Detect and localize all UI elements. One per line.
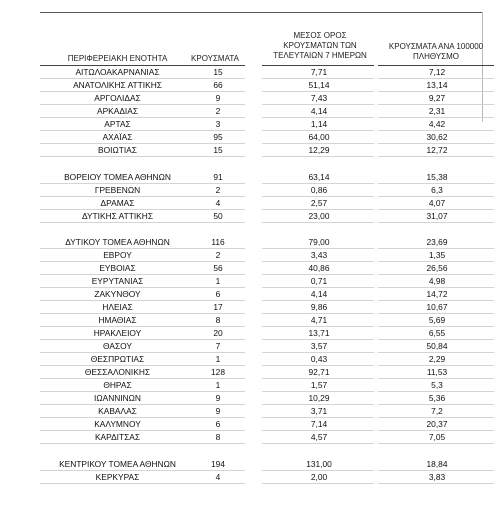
- header-per-line1: ΚΡΟΥΣΜΑΤΑ ΑΝΑ 100000: [388, 42, 484, 51]
- mean-7day-cell: 3,43: [310, 250, 328, 260]
- mean-7day-cell: 2,57: [310, 198, 328, 208]
- mean-7day-cell: 2,00: [310, 472, 328, 482]
- region-cell: ΚΑΡΔΙΤΣΑΣ: [94, 432, 141, 442]
- per-100000-cell: 20,37: [426, 419, 448, 429]
- mean-7day-cell: 4,14: [310, 106, 328, 116]
- top-rule: [40, 12, 482, 13]
- cases-cell: 1: [215, 354, 221, 364]
- cases-cell: 20: [213, 328, 223, 338]
- row-divider: [378, 222, 494, 223]
- mean-7day-cell: 7,14: [310, 419, 328, 429]
- mean-7day-cell: 10,29: [308, 393, 330, 403]
- row-divider: [190, 222, 245, 223]
- region-cell: ΘΑΣΟΥ: [103, 341, 132, 351]
- region-cell: ΕΒΡΟΥ: [103, 250, 132, 260]
- cases-cell: 6: [215, 419, 221, 429]
- per-100000-cell: 15,38: [426, 172, 448, 182]
- table-row: [0, 210, 496, 223]
- per-100000-cell: 9,27: [428, 93, 446, 103]
- cases-cell: 2: [215, 106, 221, 116]
- mean-7day-cell: 63,14: [308, 172, 330, 182]
- mean-7day-cell: 40,86: [308, 263, 330, 273]
- row-divider: [262, 483, 374, 484]
- table-row: [0, 118, 496, 131]
- region-cell: ΘΕΣΠΡΩΤΙΑΣ: [90, 354, 145, 364]
- region-cell: ΔΥΤΙΚΗΣ ΑΤΤΙΚΗΣ: [81, 211, 153, 221]
- header-mean-line1: ΜΕΣΟΣ ΟΡΟΣ: [293, 31, 347, 40]
- table-row: [0, 249, 496, 262]
- table-row: [0, 418, 496, 431]
- cases-cell: 15: [213, 145, 223, 155]
- per-100000-cell: 6,55: [428, 328, 446, 338]
- table-row: [0, 431, 496, 444]
- mean-7day-cell: 1,57: [310, 380, 328, 390]
- table-row: [0, 392, 496, 405]
- cases-cell: 9: [215, 393, 221, 403]
- row-divider: [40, 222, 195, 223]
- cases-cell: 4: [215, 198, 221, 208]
- mean-7day-cell: 7,43: [310, 93, 328, 103]
- region-cell: ΑΙΤΩΛΟΑΚΑΡΝΑΝΙΑΣ: [75, 67, 160, 77]
- per-100000-cell: 10,67: [426, 302, 448, 312]
- cases-cell: 2: [215, 185, 221, 195]
- per-100000-cell: 2,31: [428, 106, 446, 116]
- mean-7day-cell: 0,71: [310, 276, 328, 286]
- per-100000-cell: 7,05: [428, 432, 446, 442]
- mean-7day-cell: 92,71: [308, 367, 330, 377]
- table-row: [0, 197, 496, 210]
- table-row: [0, 262, 496, 275]
- header-cases: ΚΡΟΥΣΜΑΤΑ: [191, 54, 239, 63]
- region-cell: ΑΡΚΑΔΙΑΣ: [96, 106, 139, 116]
- per-100000-cell: 4,98: [428, 276, 446, 286]
- header-mean: [262, 31, 378, 61]
- row-divider: [262, 443, 374, 444]
- per-100000-cell: 2,29: [428, 354, 446, 364]
- per-100000-cell: 5,69: [428, 315, 446, 325]
- per-100000-cell: 31,07: [426, 211, 448, 221]
- mean-7day-cell: 23,00: [308, 211, 330, 221]
- table-row: [0, 327, 496, 340]
- row-divider: [190, 156, 245, 157]
- region-cell: ΑΧΑΪΑΣ: [102, 132, 133, 142]
- cases-cell: 4: [215, 472, 221, 482]
- per-100000-cell: 1,35: [428, 250, 446, 260]
- table-row: [0, 144, 496, 157]
- per-100000-cell: 7,12: [428, 67, 446, 77]
- table-row: [0, 288, 496, 301]
- cases-cell: 7: [215, 341, 221, 351]
- mean-7day-cell: 51,14: [308, 80, 330, 90]
- table-row: [0, 301, 496, 314]
- region-cell: ΗΡΑΚΛΕΙΟΥ: [93, 328, 142, 338]
- header-region: ΠΕΡΙΦΕΡΕΙΑΚΗ ΕΝΟΤΗΤΑ: [67, 54, 168, 63]
- per-100000-cell: 4,07: [428, 198, 446, 208]
- cases-cell: 95: [213, 132, 223, 142]
- region-cell: ΚΑΒΑΛΑΣ: [98, 406, 137, 416]
- row-divider: [262, 156, 374, 157]
- region-cell: ΔΥΤΙΚΟΥ ΤΟΜΕΑ ΑΘΗΝΩΝ: [65, 237, 170, 247]
- per-100000-cell: 5,36: [428, 393, 446, 403]
- mean-7day-cell: 64,00: [308, 132, 330, 142]
- per-100000-cell: 12,72: [426, 145, 448, 155]
- table-row: [0, 314, 496, 327]
- region-cell: ΙΩΑΝΝΙΝΩΝ: [94, 393, 141, 403]
- cases-cell: 3: [215, 119, 221, 129]
- table-row: [0, 471, 496, 484]
- table-row: [0, 366, 496, 379]
- mean-7day-cell: 12,29: [308, 145, 330, 155]
- per-100000-cell: 5,3: [431, 380, 443, 390]
- mean-7day-cell: 9,86: [310, 302, 328, 312]
- table-row: [0, 105, 496, 118]
- row-divider: [262, 222, 374, 223]
- per-100000-cell: 50,84: [426, 341, 448, 351]
- mean-7day-cell: 13,71: [308, 328, 330, 338]
- cases-cell: 1: [215, 276, 221, 286]
- region-cell: ΖΑΚΥΝΘΟΥ: [94, 289, 141, 299]
- header-mean-line2: ΚΡΟΥΣΜΑΤΩΝ ΤΩΝ: [283, 41, 357, 50]
- region-cell: ΒΟΡΕΙΟΥ ΤΟΜΕΑ ΑΘΗΝΩΝ: [64, 172, 171, 182]
- region-cell: ΕΥΒΟΙΑΣ: [99, 263, 136, 273]
- table-row: [0, 131, 496, 144]
- mean-7day-cell: 0,43: [310, 354, 328, 364]
- mean-7day-cell: 4,71: [310, 315, 328, 325]
- region-cell: ΗΛΕΙΑΣ: [102, 302, 133, 312]
- mean-7day-cell: 3,57: [310, 341, 328, 351]
- region-cell: ΑΡΓΟΛΙΔΑΣ: [94, 93, 141, 103]
- header-per-100000: [378, 42, 494, 62]
- region-cell: ΚΕΡΚΥΡΑΣ: [95, 472, 140, 482]
- row-divider: [378, 443, 494, 444]
- table-row: [0, 340, 496, 353]
- cases-cell: 91: [213, 172, 223, 182]
- table-row: [0, 79, 496, 92]
- cases-cell: 66: [213, 80, 223, 90]
- region-cell: ΕΥΡΥΤΑΝΙΑΣ: [91, 276, 144, 286]
- per-100000-cell: 6,3: [431, 185, 443, 195]
- per-100000-cell: 13,14: [426, 80, 448, 90]
- cases-cell: 9: [215, 93, 221, 103]
- row-divider: [190, 483, 245, 484]
- per-100000-cell: 26,56: [426, 263, 448, 273]
- per-100000-cell: 3,83: [428, 472, 446, 482]
- per-100000-cell: 18,84: [426, 459, 448, 469]
- mean-7day-cell: 4,57: [310, 432, 328, 442]
- cases-cell: 17: [213, 302, 223, 312]
- mean-7day-cell: 7,71: [310, 67, 328, 77]
- row-divider: [40, 156, 195, 157]
- cases-cell: 8: [215, 432, 221, 442]
- table-row: [0, 353, 496, 366]
- row-divider: [40, 483, 195, 484]
- table-row: [0, 405, 496, 418]
- mean-7day-cell: 0,86: [310, 185, 328, 195]
- region-cell: ΔΡΑΜΑΣ: [100, 198, 135, 208]
- table-row: [0, 379, 496, 392]
- table-row: [0, 171, 496, 184]
- region-cell: ΘΕΣΣΑΛΟΝΙΚΗΣ: [84, 367, 151, 377]
- region-cell: ΚΑΛΥΜΝΟΥ: [94, 419, 141, 429]
- region-cell: ΗΜΑΘΙΑΣ: [98, 315, 137, 325]
- cases-cell: 8: [215, 315, 221, 325]
- header-mean-line3: ΤΕΛΕΥΤΑΙΩΝ 7 ΗΜΕΡΩΝ: [273, 51, 367, 60]
- region-cell: ΒΟΙΩΤΙΑΣ: [98, 145, 137, 155]
- cases-cell: 194: [211, 459, 225, 469]
- cases-cell: 9: [215, 406, 221, 416]
- region-cell: ΚΕΝΤΡΙΚΟΥ ΤΟΜΕΑ ΑΘΗΝΩΝ: [59, 459, 176, 469]
- table-row: [0, 184, 496, 197]
- table-row: [0, 458, 496, 471]
- region-cell: ΑΝΑΤΟΛΙΚΗΣ ΑΤΤΙΚΗΣ: [73, 80, 162, 90]
- mean-7day-cell: 3,71: [310, 406, 328, 416]
- header-per-line2: ΠΛΗΘΥΣΜΟ: [412, 52, 460, 61]
- row-divider: [378, 156, 494, 157]
- cases-cell: 15: [213, 67, 223, 77]
- row-divider: [40, 443, 195, 444]
- per-100000-cell: 14,72: [426, 289, 448, 299]
- row-divider: [378, 483, 494, 484]
- region-cell: ΘΗΡΑΣ: [103, 380, 132, 390]
- table-row: [0, 275, 496, 288]
- mean-7day-cell: 131,00: [306, 459, 332, 469]
- region-cell: ΑΡΤΑΣ: [104, 119, 131, 129]
- cases-cell: 6: [215, 289, 221, 299]
- per-100000-cell: 4,42: [428, 119, 446, 129]
- cases-cell: 116: [211, 237, 225, 247]
- cases-cell: 50: [213, 211, 223, 221]
- per-100000-cell: 7,2: [431, 406, 443, 416]
- table-row: [0, 236, 496, 249]
- per-100000-cell: 23,69: [426, 237, 448, 247]
- cases-cell: 128: [211, 367, 225, 377]
- cases-cell: 2: [215, 250, 221, 260]
- region-cell: ΓΡΕΒΕΝΩΝ: [94, 185, 141, 195]
- cases-cell: 56: [213, 263, 223, 273]
- row-divider: [190, 443, 245, 444]
- mean-7day-cell: 79,00: [308, 237, 330, 247]
- mean-7day-cell: 1,14: [310, 119, 328, 129]
- mean-7day-cell: 4,14: [310, 289, 328, 299]
- table-row: [0, 66, 496, 79]
- cases-cell: 1: [215, 380, 221, 390]
- per-100000-cell: 30,62: [426, 132, 448, 142]
- table-row: [0, 92, 496, 105]
- per-100000-cell: 11,53: [426, 367, 448, 377]
